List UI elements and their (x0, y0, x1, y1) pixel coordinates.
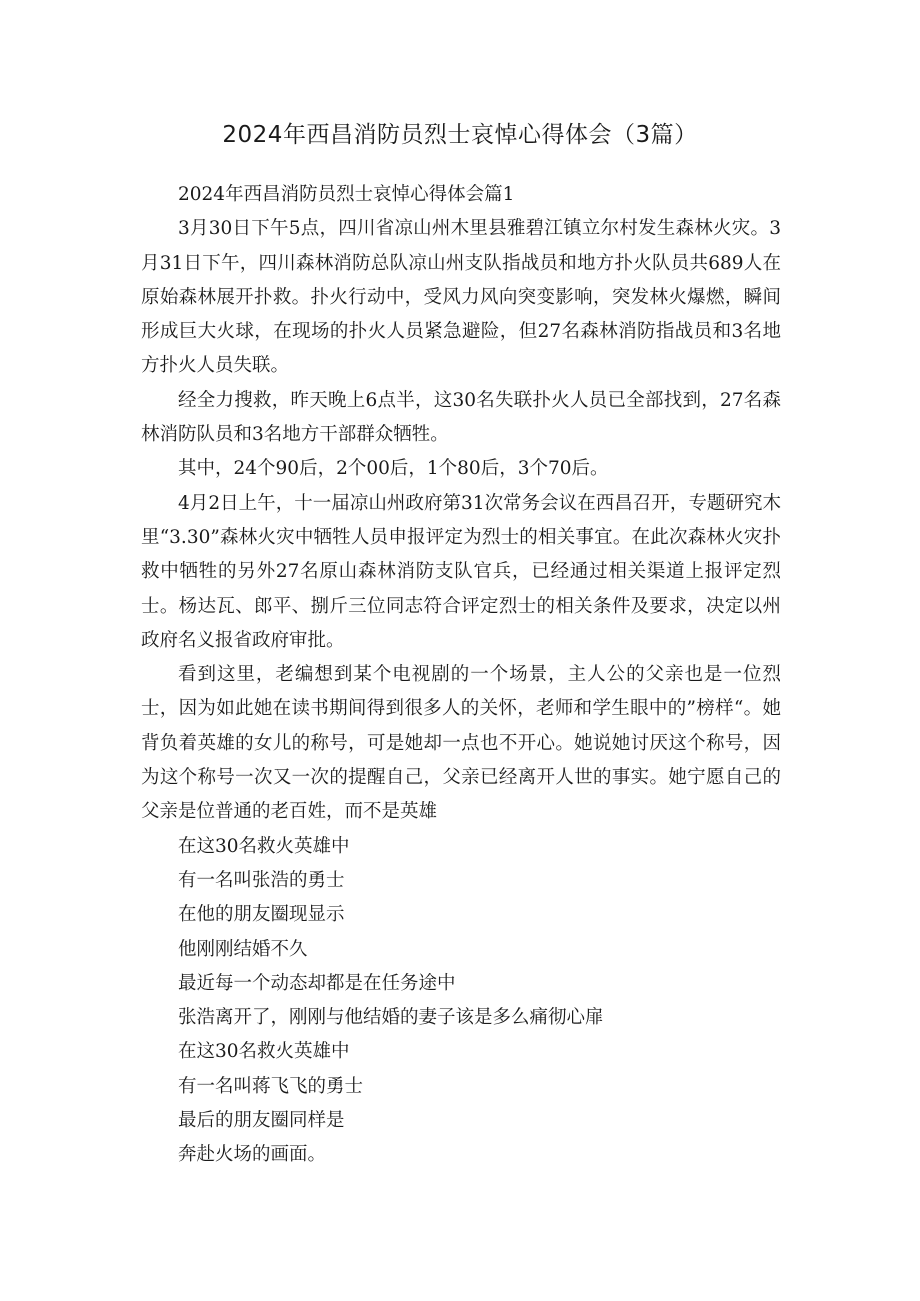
poem-line: 张浩离开了，刚刚与他结婚的妻子该是多么痛彻心扉 (178, 1007, 604, 1029)
poem-line: 在这30名救火英雄中 (178, 1041, 350, 1063)
poem-line: 在这30名救火英雄中 (178, 835, 350, 857)
poem-line: 有一名叫蒋飞飞的勇士 (178, 1075, 364, 1097)
paragraph: 其中，24个90后，2个00后，1个80后，3个70后。 (178, 458, 609, 480)
poem-line: 最近每一个动态却都是在任务途中 (178, 972, 456, 994)
poem-line: 有一名叫张浩的勇士 (178, 869, 345, 891)
document-title: 2024年西昌消防员烈士哀悼心得体会（3篇） (222, 122, 698, 148)
poem-line: 最后的朋友圈同样是 (178, 1110, 345, 1132)
section-heading: 2024年西昌消防员烈士哀悼心得体会篇1 (178, 184, 515, 205)
paragraph: 4月2日上午，十一届凉山州政府第31次常务会议在西昌召开，专题研究木里“3.30”森林火灾中牺牲人员申报评定为烈士的相关事宜。在此次森林火灾扑救中牺牲的另外27名原山森林消防支队官兵，已经通过相关渠道上报评定烈士。杨达瓦、郎平、捌斤三位同志符合评定烈士的相关条件及要求，决定以州政府名义报省政府审批。 (141, 492, 781, 651)
paragraph: 3月30日下午5点，四川省凉山州木里县雅碧江镇立尔村发生森林火灾。3月31日下午，四川森林消防总队凉山州支队指战员和地方扑火队员共689人在原始森林展开扑救。扑火行动中，受风力风向突变影响，突发林火爆燃，瞬间形成巨大火球，在现场的扑火人员紧急避险，但27名森林消防指战员和3名地方扑火人员失联。 (141, 218, 781, 377)
paragraph: 看到这里，老编想到某个电视剧的一个场景，主人公的父亲也是一位烈士，因为如此她在读书期间得到很多人的关怀，老师和学生眼中的”榜样“。她背负着英雄的女儿的称号，可是她却一点也不开心。她说她讨厌这个称号，因为这个称号一次又一次的提醒自己，父亲已经离开人世的事实。她宁愿自己的父亲是位普通的老百姓，而不是英雄 (141, 664, 781, 823)
document-body (141, 178, 781, 1173)
paragraph: 经全力搜救，昨天晚上6点半，这30名失联扑火人员已全部找到，27名森林消防队员和3名地方干部群众牺牲。 (141, 389, 781, 446)
poem-line: 在他的朋友圈现显示 (178, 904, 345, 926)
poem-line: 奔赴火场的画面。 (178, 1144, 327, 1166)
poem-line: 他刚刚结婚不久 (178, 938, 308, 960)
